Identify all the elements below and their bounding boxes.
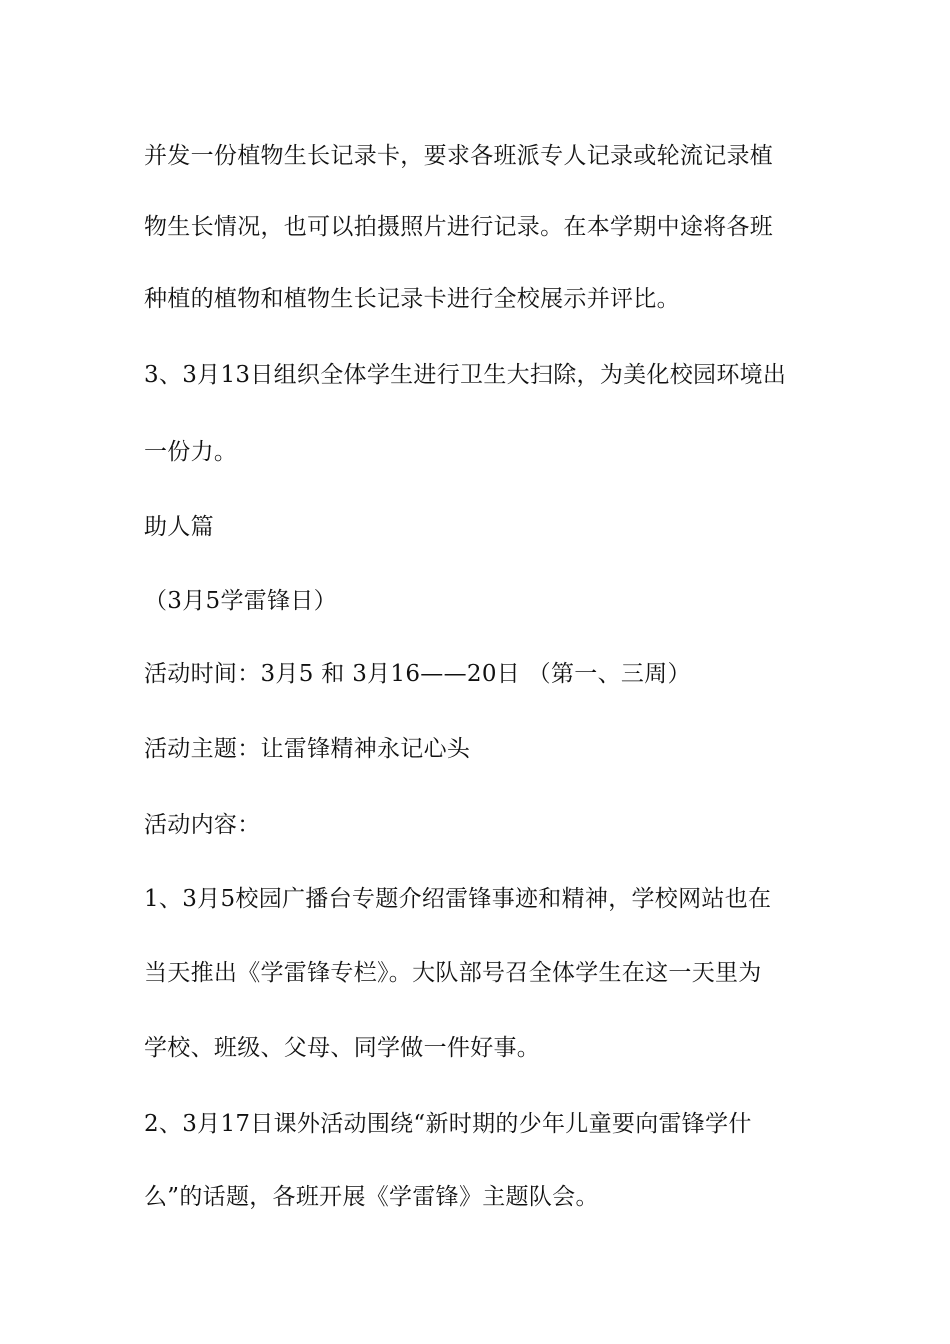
- paragraph-line: 1、3月5校园广播台专题介绍雷锋事迹和精神，学校网站也在: [144, 886, 772, 912]
- section-heading: 助人篇: [144, 514, 214, 540]
- paragraph-line: 当天推出《学雷锋专栏》。大队部号召全体学生在这一天里为: [144, 960, 762, 986]
- paragraph-line: 2、3月17日课外活动围绕“新时期的少年儿童要向雷锋学什: [144, 1111, 752, 1137]
- paragraph-line: 种植的植物和植物生长记录卡进行全校展示并评比。: [144, 286, 680, 312]
- paragraph-line: 并发一份植物生长记录卡，要求各班派专人记录或轮流记录植: [144, 143, 774, 169]
- activity-content-label: 活动内容：: [144, 812, 261, 838]
- activity-theme: 活动主题：让雷锋精神永记心头: [144, 736, 471, 762]
- paragraph-line: 物生长情况，也可以拍摄照片进行记录。在本学期中途将各班: [144, 214, 774, 240]
- paragraph-line: 学校、班级、父母、同学做一件好事。: [144, 1035, 541, 1061]
- paragraph-line: 么”的话题，各班开展《学雷锋》主题队会。: [144, 1184, 599, 1210]
- paragraph-line: 3、3月13日组织全体学生进行卫生大扫除，为美化校园环境出: [144, 362, 787, 388]
- activity-time: 活动时间：3月5 和 3月16——20日 （第一、三周）: [144, 661, 691, 687]
- paragraph-line: 一份力。: [144, 439, 238, 465]
- section-subtitle: （3月5学雷锋日）: [144, 588, 337, 614]
